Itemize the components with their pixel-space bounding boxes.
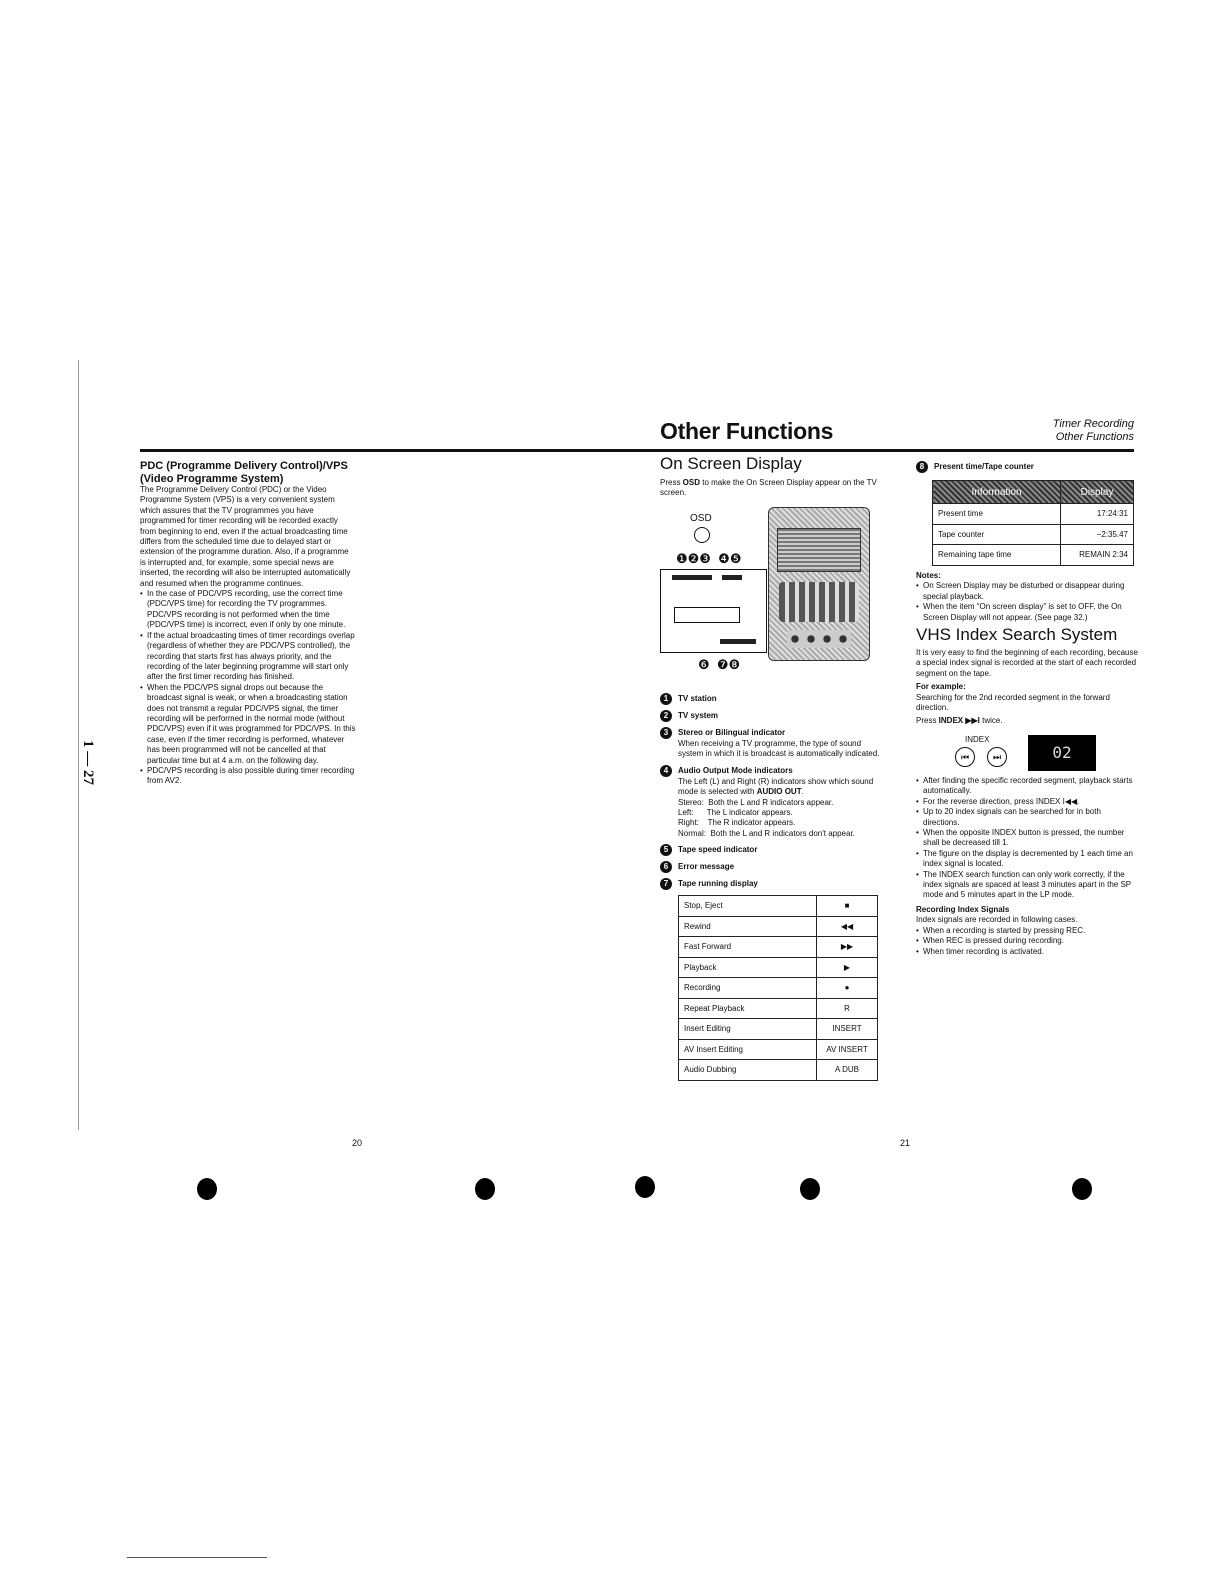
rec-index-title: Recording Index Signals (916, 904, 1010, 914)
bottom-rule (127, 1557, 267, 1558)
table-row (679, 978, 878, 999)
osd-message-box (674, 607, 740, 623)
audio-mode-line: Left: The L indicator appears. (678, 808, 793, 818)
osd-top-bar (672, 575, 712, 580)
index-reverse-button[interactable] (955, 747, 975, 767)
pdc-bullets (140, 589, 356, 787)
rec-index-bullet: • When timer recording is activated. (916, 947, 1138, 957)
index-display: 02 (1028, 735, 1096, 771)
item-title: Tape speed indicator (678, 845, 758, 855)
table-row (679, 998, 878, 1019)
breadcrumb-line-2: Other Functions (1055, 431, 1134, 443)
osd-heading: On Screen Display (660, 454, 802, 473)
audio-mode-line: Stereo: Both the L and R indicators appear. (678, 797, 834, 807)
registration-mark (197, 1178, 217, 1200)
table-cell-value: −2:35.47 (1061, 524, 1134, 545)
remote-round-buttons (787, 630, 851, 648)
item-desc (660, 777, 885, 798)
item-number-circle: 5 (660, 844, 672, 856)
table-cell-label: Stop, Eject (679, 896, 817, 917)
table-cell-value: REMAIN 2:34 (1061, 545, 1134, 566)
item-desc: When receiving a TV programme, the type of sound system in which it is broadcast is automatically indicated. (678, 739, 880, 759)
item-number-circle: 6 (660, 861, 672, 873)
table-cell-label: Audio Dubbing (679, 1060, 817, 1081)
osd-intro (660, 478, 880, 499)
index-bullet: • When the opposite INDEX button is pressed, the number shall be decreased till 1. (916, 828, 1138, 849)
index-bullet: • For the reverse direction, press INDEX I◀◀. (916, 797, 1138, 807)
table-row (679, 1019, 878, 1040)
osd-item-1 (660, 693, 885, 705)
note-item: • When the item “On screen display” is set to OFF, the On Screen Display will not appear. (See page 32.) (916, 602, 1136, 623)
item-number-circle: 3 (660, 727, 672, 739)
table-cell-symbol: A DUB (817, 1060, 878, 1081)
fast-forward-icon: ⏭ (992, 752, 1002, 762)
registration-mark (635, 1176, 655, 1198)
index-bullets (916, 776, 1138, 901)
osd-item-6 (660, 861, 885, 873)
table-header-information: Information (933, 481, 1061, 504)
press-post: twice. (979, 716, 1003, 726)
table-cell-symbol: AV INSERT (817, 1039, 878, 1060)
remote-buttons (779, 582, 859, 622)
osd-diagram (650, 505, 880, 680)
item-desc-pre: The Left (L) and Right (R) indicators show which sound mode is selected with (678, 776, 874, 797)
osd-item-7 (660, 878, 885, 890)
table-cell-label: Repeat Playback (679, 998, 817, 1019)
rewind-icon: ⏮ (960, 752, 970, 762)
header-rule (140, 449, 1134, 452)
osd-item-5 (660, 844, 885, 856)
breadcrumb (1053, 418, 1134, 444)
pdc-heading: PDC (Programme Delivery Control)/VPS (Video Programme System) (140, 460, 348, 485)
table-row (679, 957, 878, 978)
registration-mark (800, 1178, 820, 1200)
table-cell-label: Insert Editing (679, 1019, 817, 1040)
table-cell-label: Rewind (679, 916, 817, 937)
left-column (140, 460, 356, 787)
osd-top-bar-right (722, 575, 742, 580)
item-number-circle: 4 (660, 765, 672, 777)
item-number-circle: 7 (660, 878, 672, 890)
pdc-intro: The Programme Delivery Control (PDC) or the Video Programme System (VPS) is a very convenient system which assures that the TV programmes you have programmed for timer recording will be recorded exactly from beginning to end, even if the actual broadcasting time differs from the scheduled time due to delayed start or extension of the programme duration. Also, if a programme is interrupted and, for example, some special news are inserted, the recording will also be interrupted automatically and resumed when the programme continues. (140, 485, 351, 588)
table-cell-symbol: R (817, 998, 878, 1019)
index-bullets-block (916, 776, 1138, 957)
table-cell-label: Tape counter (933, 524, 1061, 545)
registration-mark (475, 1178, 495, 1200)
rec-index-bullets (916, 926, 1138, 957)
item-number-circle: 1 (660, 693, 672, 705)
table-cell-symbol: ● (817, 978, 878, 999)
pdc-bullet: • In the case of PDC/VPS recording, use the correct time (PDC/VPS time) for recording the TV programmes. PDC/VPS recording is not performed when the time (PDC/VPS time) is incorrect, even if only by one minute. (140, 589, 356, 631)
table-row (679, 937, 878, 958)
osd-button[interactable] (694, 527, 710, 543)
pdc-bullet: • If the actual broadcasting times of timer recordings overlap (regardless of whether they are PDC/VPS controlled), the recording that starts first has always priority, and the recording of the later beginning programme will start only after the first timer recording has finished. (140, 631, 356, 683)
osd-top-numbers: ❶❷❸ ❹❺ (676, 551, 742, 566)
table-row (679, 896, 878, 917)
rec-index-bullet: • When REC is pressed during recording. (916, 936, 1138, 946)
pdc-bullet: • PDC/VPS recording is also possible during timer recording from AV2. (140, 766, 356, 787)
osd-intro-key: OSD (682, 478, 701, 487)
table-row (679, 1039, 878, 1060)
index-bullet: • The figure on the display is decremented by 1 each time an index signal is located. (916, 849, 1138, 870)
table-cell-value: 17:24:31 (1061, 504, 1134, 525)
item-desc-key: AUDIO OUT (756, 787, 802, 797)
press-index-line (916, 716, 1138, 726)
audio-mode-line: Normal: Both the L and R indicators don't appear. (678, 828, 855, 838)
table-row (679, 916, 878, 937)
table-cell-symbol: INSERT (817, 1019, 878, 1040)
item-title: Audio Output Mode indicators (678, 765, 793, 775)
item-title: Stereo or Bilingual indicator (678, 728, 786, 738)
index-forward-button[interactable] (987, 747, 1007, 767)
breadcrumb-line-1: Timer Recording (1052, 418, 1134, 430)
osd-button-label: OSD (690, 513, 712, 524)
example-text: Searching for the 2nd recorded segment in the forward direction. (916, 692, 1110, 713)
vhs-intro: It is very easy to find the beginning of each recording, because a special index signal is recorded at the start of each recorded segment on the tape. (916, 648, 1138, 678)
item-title: Error message (678, 862, 735, 872)
item-title: Present time/Tape counter (934, 462, 1034, 472)
page-title: Other Functions (660, 418, 834, 444)
remote-display (777, 528, 861, 572)
table-row (933, 545, 1134, 566)
osd-item-2 (660, 710, 885, 722)
side-page-mark: 1 — 27 (80, 740, 96, 785)
item-desc-post: . (801, 787, 804, 797)
index-diagram (955, 735, 1100, 775)
tape-running-table (678, 895, 878, 1081)
rec-index-intro: Index signals are recorded in following cases. (916, 915, 1078, 925)
page-number-right: 21 (900, 1138, 911, 1148)
index-bullet: • After finding the specific recorded segment, playback starts automatically. (916, 776, 1138, 797)
osd-intro-post: to make the On Screen Display appear on the TV screen. (660, 478, 877, 498)
index-bullet: • The INDEX search function can only work correctly, if the index signals are spaced at least 3 minutes apart in the SP mode and 5 minutes apart in the LP mode. (916, 870, 1138, 901)
table-row (933, 504, 1134, 525)
osd-bottom-bar (720, 639, 756, 644)
item-number-circle: 2 (660, 710, 672, 722)
table-cell-label: Recording (679, 978, 817, 999)
index-label: INDEX (965, 735, 990, 744)
table-cell-symbol: ▶ (817, 957, 878, 978)
registration-mark (1072, 1178, 1092, 1200)
notes-title: Notes: (916, 571, 941, 580)
table-cell-label: Playback (679, 957, 817, 978)
example-title: For example: (916, 682, 966, 692)
osd-intro-pre: Press (660, 478, 683, 487)
osd-item-4 (660, 765, 885, 839)
table-header-row (933, 481, 1134, 504)
item-8-heading (916, 461, 1034, 473)
rec-index-bullet: • When a recording is started by pressing REC. (916, 926, 1138, 936)
pdc-bullet: • When the PDC/VPS signal drops out because the broadcast signal is weak, or when a broadcasting station does not transmit a regular PDC/VPS signal, the timer recording will be performed in the normal mode (without PDC/VPS) even if it was programmed for PDC/VPS. In this case, even if the timer recording is performed, whatever has been programmed will not be cancelled at that particular time but at 4 a.m. on the following day. (140, 683, 356, 766)
vhs-heading: VHS Index Search System (916, 625, 1118, 644)
osd-bottom-numbers: ❻ ❼❽ (698, 657, 741, 672)
notes-block (916, 571, 1136, 623)
index-bullet: • Up to 20 index signals can be searched for in both directions. (916, 807, 1138, 828)
table-cell-symbol: ◀◀ (817, 916, 878, 937)
table-cell-label: Present time (933, 504, 1061, 525)
table-cell-label: Fast Forward (679, 937, 817, 958)
table-header-display: Display (1061, 481, 1134, 504)
osd-items (660, 693, 885, 890)
table-cell-label: AV Insert Editing (679, 1039, 817, 1060)
notes-list (916, 581, 1136, 623)
info-display-table (932, 480, 1134, 566)
press-pre: Press (916, 716, 939, 726)
press-key: INDEX ▶▶I (938, 716, 980, 726)
audio-mode-line: Right: The R indicator appears. (678, 818, 796, 828)
remote-control-image (768, 507, 870, 661)
table-cell-label: Remaining tape time (933, 545, 1061, 566)
table-row (679, 1060, 878, 1081)
item-title: TV station (678, 694, 717, 704)
item-number-circle: 8 (916, 461, 928, 473)
table-cell-symbol: ▶▶ (817, 937, 878, 958)
item-title: TV system (678, 711, 719, 721)
note-item: • On Screen Display may be disturbed or disappear during special playback. (916, 581, 1136, 602)
item-title: Tape running display (678, 879, 758, 889)
table-row (933, 524, 1134, 545)
osd-item-3 (660, 727, 885, 760)
vhs-body (916, 648, 1138, 727)
page-number-left: 20 (352, 1138, 363, 1148)
table-cell-symbol: ■ (817, 896, 878, 917)
